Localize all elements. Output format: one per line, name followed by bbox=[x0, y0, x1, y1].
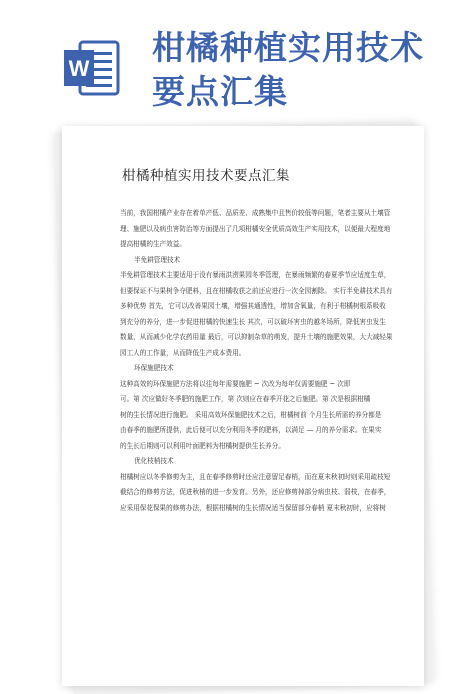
banner-title-line2: 要点汇集 bbox=[152, 72, 288, 111]
word-icon bbox=[62, 38, 122, 98]
banner-title-line1: 柑橘种植实用技术 bbox=[152, 28, 424, 67]
document-title: 柑橘种植实用技术要点汇集 bbox=[122, 168, 290, 184]
paragraph-line: 提高柑橘的生产效益。 bbox=[120, 240, 186, 248]
document-page bbox=[62, 126, 424, 686]
svg-text:W: W bbox=[68, 56, 90, 81]
paragraph-line: 截结合的修剪方法，促进秋梢的进一步发育。另外，还应修剪掉部分病虫枝、弱枝，在春季， bbox=[120, 488, 391, 496]
paragraph-line: 应采用保花保果的修剪办法，根据柑橘树的生长情况适当保留部分春梢 夏末秋初时，应将树 bbox=[120, 503, 386, 512]
paragraph-line: 数量，从而减少化学农药用量 最后，可以抑制杂草的萌发，提升土壤的施肥效果，大大减轻果 bbox=[120, 333, 393, 341]
section-heading: 优化枝梢技术 bbox=[134, 457, 174, 465]
paragraph-line: 可。第 次应做好冬季肥的施肥工作，第 次则应在春季开花之后施肥。第 次是根据柑橘 bbox=[120, 395, 371, 403]
section-heading: 半免耕管理技术 bbox=[134, 255, 181, 264]
paragraph-line: 但要保证不与果树争夺肥料，且在柑橘收获之前还应进行一次全园割除。 实行半免耕技术具有 bbox=[120, 286, 393, 295]
paragraph-line: 园工人的工作量，从而降低生产成本费用。 bbox=[120, 348, 246, 357]
paragraph-line: 的生长后期则可以利用叶面肥料为柑橘树提供生长养分。 bbox=[120, 441, 285, 450]
section-heading: 环保施肥技术 bbox=[134, 364, 174, 372]
paragraph-line: 半免耕管理技术主要适用于没有暴雨洪涝果园冬季管理，在暴雨频繁的春夏季节应适度生草， bbox=[120, 271, 391, 279]
paragraph-line: 当前，我国柑橘产业存在着单产低、品质差、成熟集中且售价较低等问题，笔者主要从土壤管 bbox=[120, 209, 391, 217]
banner bbox=[0, 0, 474, 111]
paragraph-line: 多种优势 首先，它可以改善果园土壤，增强其通透性，增加含氧量，有利于柑橘树根系吸收 bbox=[120, 302, 386, 310]
paragraph-line: 柑橘树应以冬季修剪为主，且在春季修剪时还应注意留足春梢，而在夏末秋初时则采用疏枝短 bbox=[120, 472, 391, 481]
paragraph-line: 这种高效的环保施肥方法将以往每年需要施肥 ~ 次改为每年仅需要施肥 ~ 次即 bbox=[120, 379, 351, 388]
banner-title bbox=[152, 26, 452, 114]
paragraph-line: 到充分的养分，进一步促进柑橘的快速生长 其次，可以破坏害虫的越冬场所，降低害虫发生 bbox=[120, 317, 386, 326]
paragraph-line: 由春季的施肥所提供，此后便可以充分利用冬季的肥料，以满足 — 月的养分需求。在果实 bbox=[120, 426, 382, 434]
paragraph-line: 树的生长情况进行施肥。 采用高效环保施肥技术之后，柑橘树前 个月生长所需的养分都是 bbox=[120, 410, 382, 419]
paragraph-line: 理、施肥以及病虫害防治等方面提出了几项柑橘安全优质高效生产实用技术，以便最大程度地 bbox=[120, 224, 391, 233]
document-body bbox=[120, 206, 393, 516]
